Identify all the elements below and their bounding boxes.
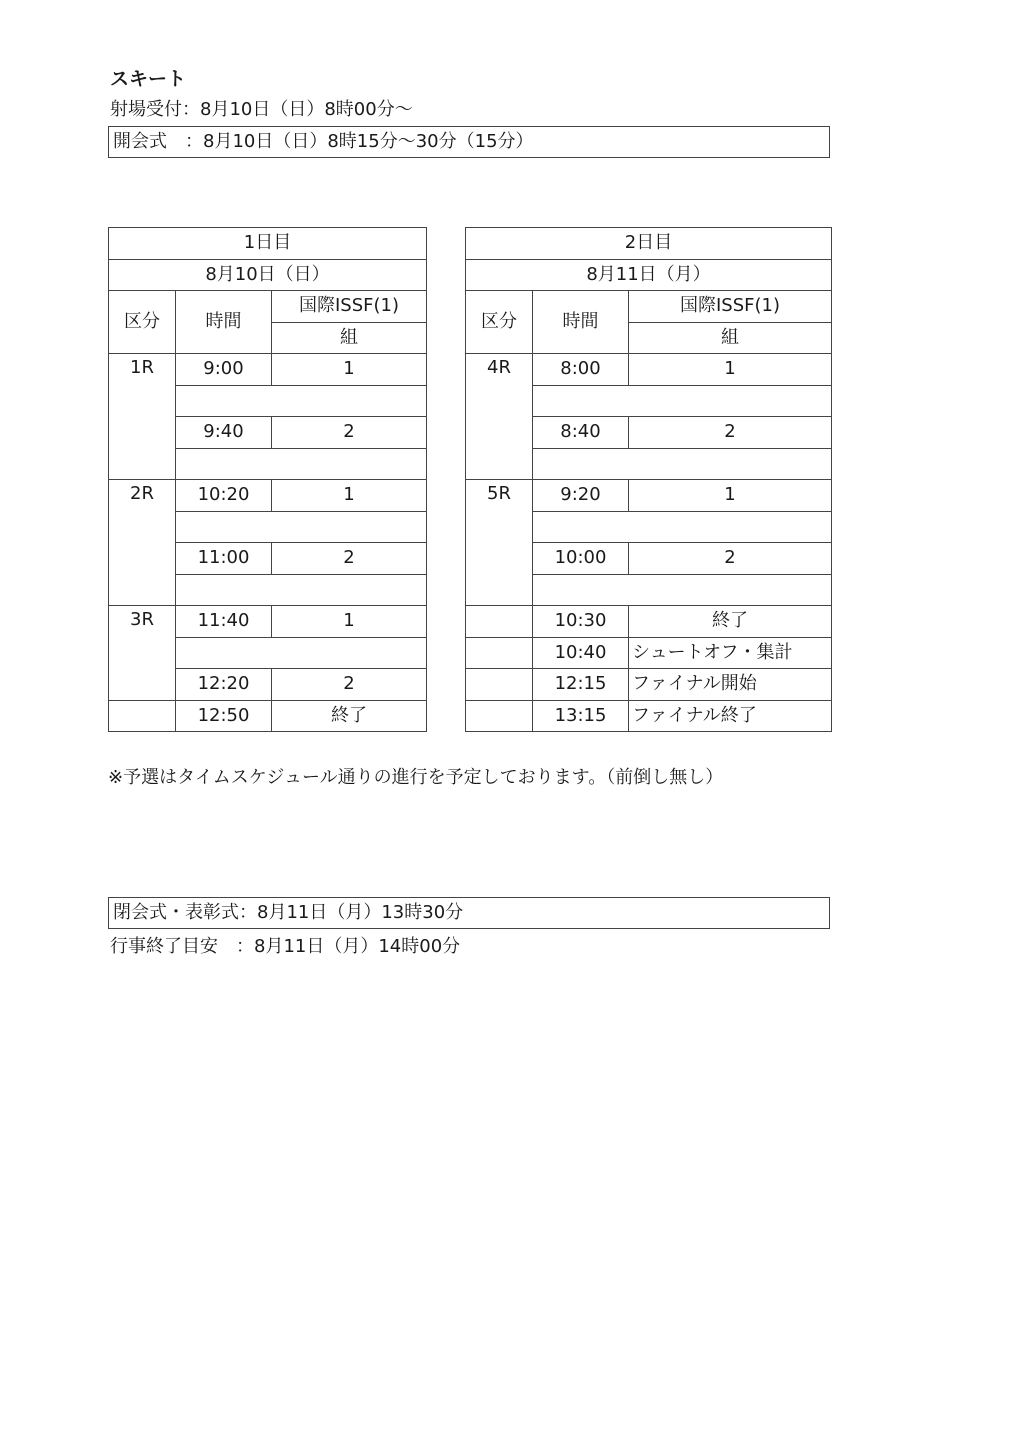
day1-col-event: 国際ISSF(1) [272, 291, 427, 323]
day2-group: 2 [629, 417, 832, 449]
day1-col-time: 時間 [176, 291, 272, 354]
day1-time: 10:20 [176, 480, 272, 512]
day2-label: 2日目 [466, 228, 832, 260]
day2-section-empty [466, 700, 533, 732]
day2-time: 8:40 [533, 417, 629, 449]
day2-group: 終了 [629, 606, 832, 638]
day2-blank-row [533, 511, 832, 543]
end-estimate-line: 行事終了目安 ：8月11日（月）14時00分 [110, 936, 461, 957]
day2-section-4r: 4R [466, 354, 533, 480]
day2-blank-row [533, 448, 832, 480]
day1-section-3r: 3R [109, 606, 176, 701]
day1-section-empty [109, 700, 176, 732]
day1-group: 1 [272, 354, 427, 386]
day2-date: 8月11日（月） [466, 259, 832, 291]
day1-group: 2 [272, 669, 427, 701]
day2-section-empty [466, 606, 533, 638]
day1-group: 1 [272, 480, 427, 512]
day2-blank-row [533, 385, 832, 417]
day2-time: 10:30 [533, 606, 629, 638]
day1-group: 2 [272, 543, 427, 575]
day1-blank-row [176, 574, 427, 606]
day2-section-5r: 5R [466, 480, 533, 606]
day1-group: 1 [272, 606, 427, 638]
day1-col-section: 区分 [109, 291, 176, 354]
day1-time: 11:40 [176, 606, 272, 638]
day1-col-group: 組 [272, 322, 427, 354]
day1-blank-row [176, 637, 427, 669]
schedule-note: ※予選はタイムスケジュール通りの進行を予定しております。（前倒し無し） [108, 767, 724, 788]
day2-time: 13:15 [533, 700, 629, 732]
day2-group: ファイナル開始 [629, 669, 832, 701]
day2-group: 1 [629, 480, 832, 512]
day1-group: 終了 [272, 700, 427, 732]
day1-blank-row [176, 448, 427, 480]
day2-group: 1 [629, 354, 832, 386]
day1-time: 12:20 [176, 669, 272, 701]
page-title: スキート [110, 68, 187, 90]
day1-time: 9:00 [176, 354, 272, 386]
day2-group: 2 [629, 543, 832, 575]
day2-group: ファイナル終了 [629, 700, 832, 732]
day2-section-empty [466, 637, 533, 669]
day2-col-time: 時間 [533, 291, 629, 354]
day1-time: 12:50 [176, 700, 272, 732]
day1-date: 8月10日（日） [109, 259, 427, 291]
day1-schedule-table [108, 227, 427, 732]
day1-section-1r: 1R [109, 354, 176, 480]
day2-time: 9:20 [533, 480, 629, 512]
day2-time: 8:00 [533, 354, 629, 386]
day1-group: 2 [272, 417, 427, 449]
day2-time: 10:00 [533, 543, 629, 575]
opening-ceremony-box: 開会式 ：8月10日（日）8時15分～30分（15分） [108, 126, 830, 158]
day1-blank-row [176, 511, 427, 543]
day1-label: 1日目 [109, 228, 427, 260]
day1-blank-row [176, 385, 427, 417]
day2-col-group: 組 [629, 322, 832, 354]
day2-time: 10:40 [533, 637, 629, 669]
day2-col-event: 国際ISSF(1) [629, 291, 832, 323]
reception-line: 射場受付：8月10日（日）8時00分～ [110, 99, 413, 120]
closing-ceremony-box: 閉会式・表彰式：8月11日（月）13時30分 [108, 897, 830, 929]
day2-group: シュートオフ・集計 [629, 637, 832, 669]
day2-section-empty [466, 669, 533, 701]
day1-section-2r: 2R [109, 480, 176, 606]
day1-time: 9:40 [176, 417, 272, 449]
day2-col-section: 区分 [466, 291, 533, 354]
day2-blank-row [533, 574, 832, 606]
day2-time: 12:15 [533, 669, 629, 701]
day2-schedule-table [465, 227, 832, 732]
day1-time: 11:00 [176, 543, 272, 575]
